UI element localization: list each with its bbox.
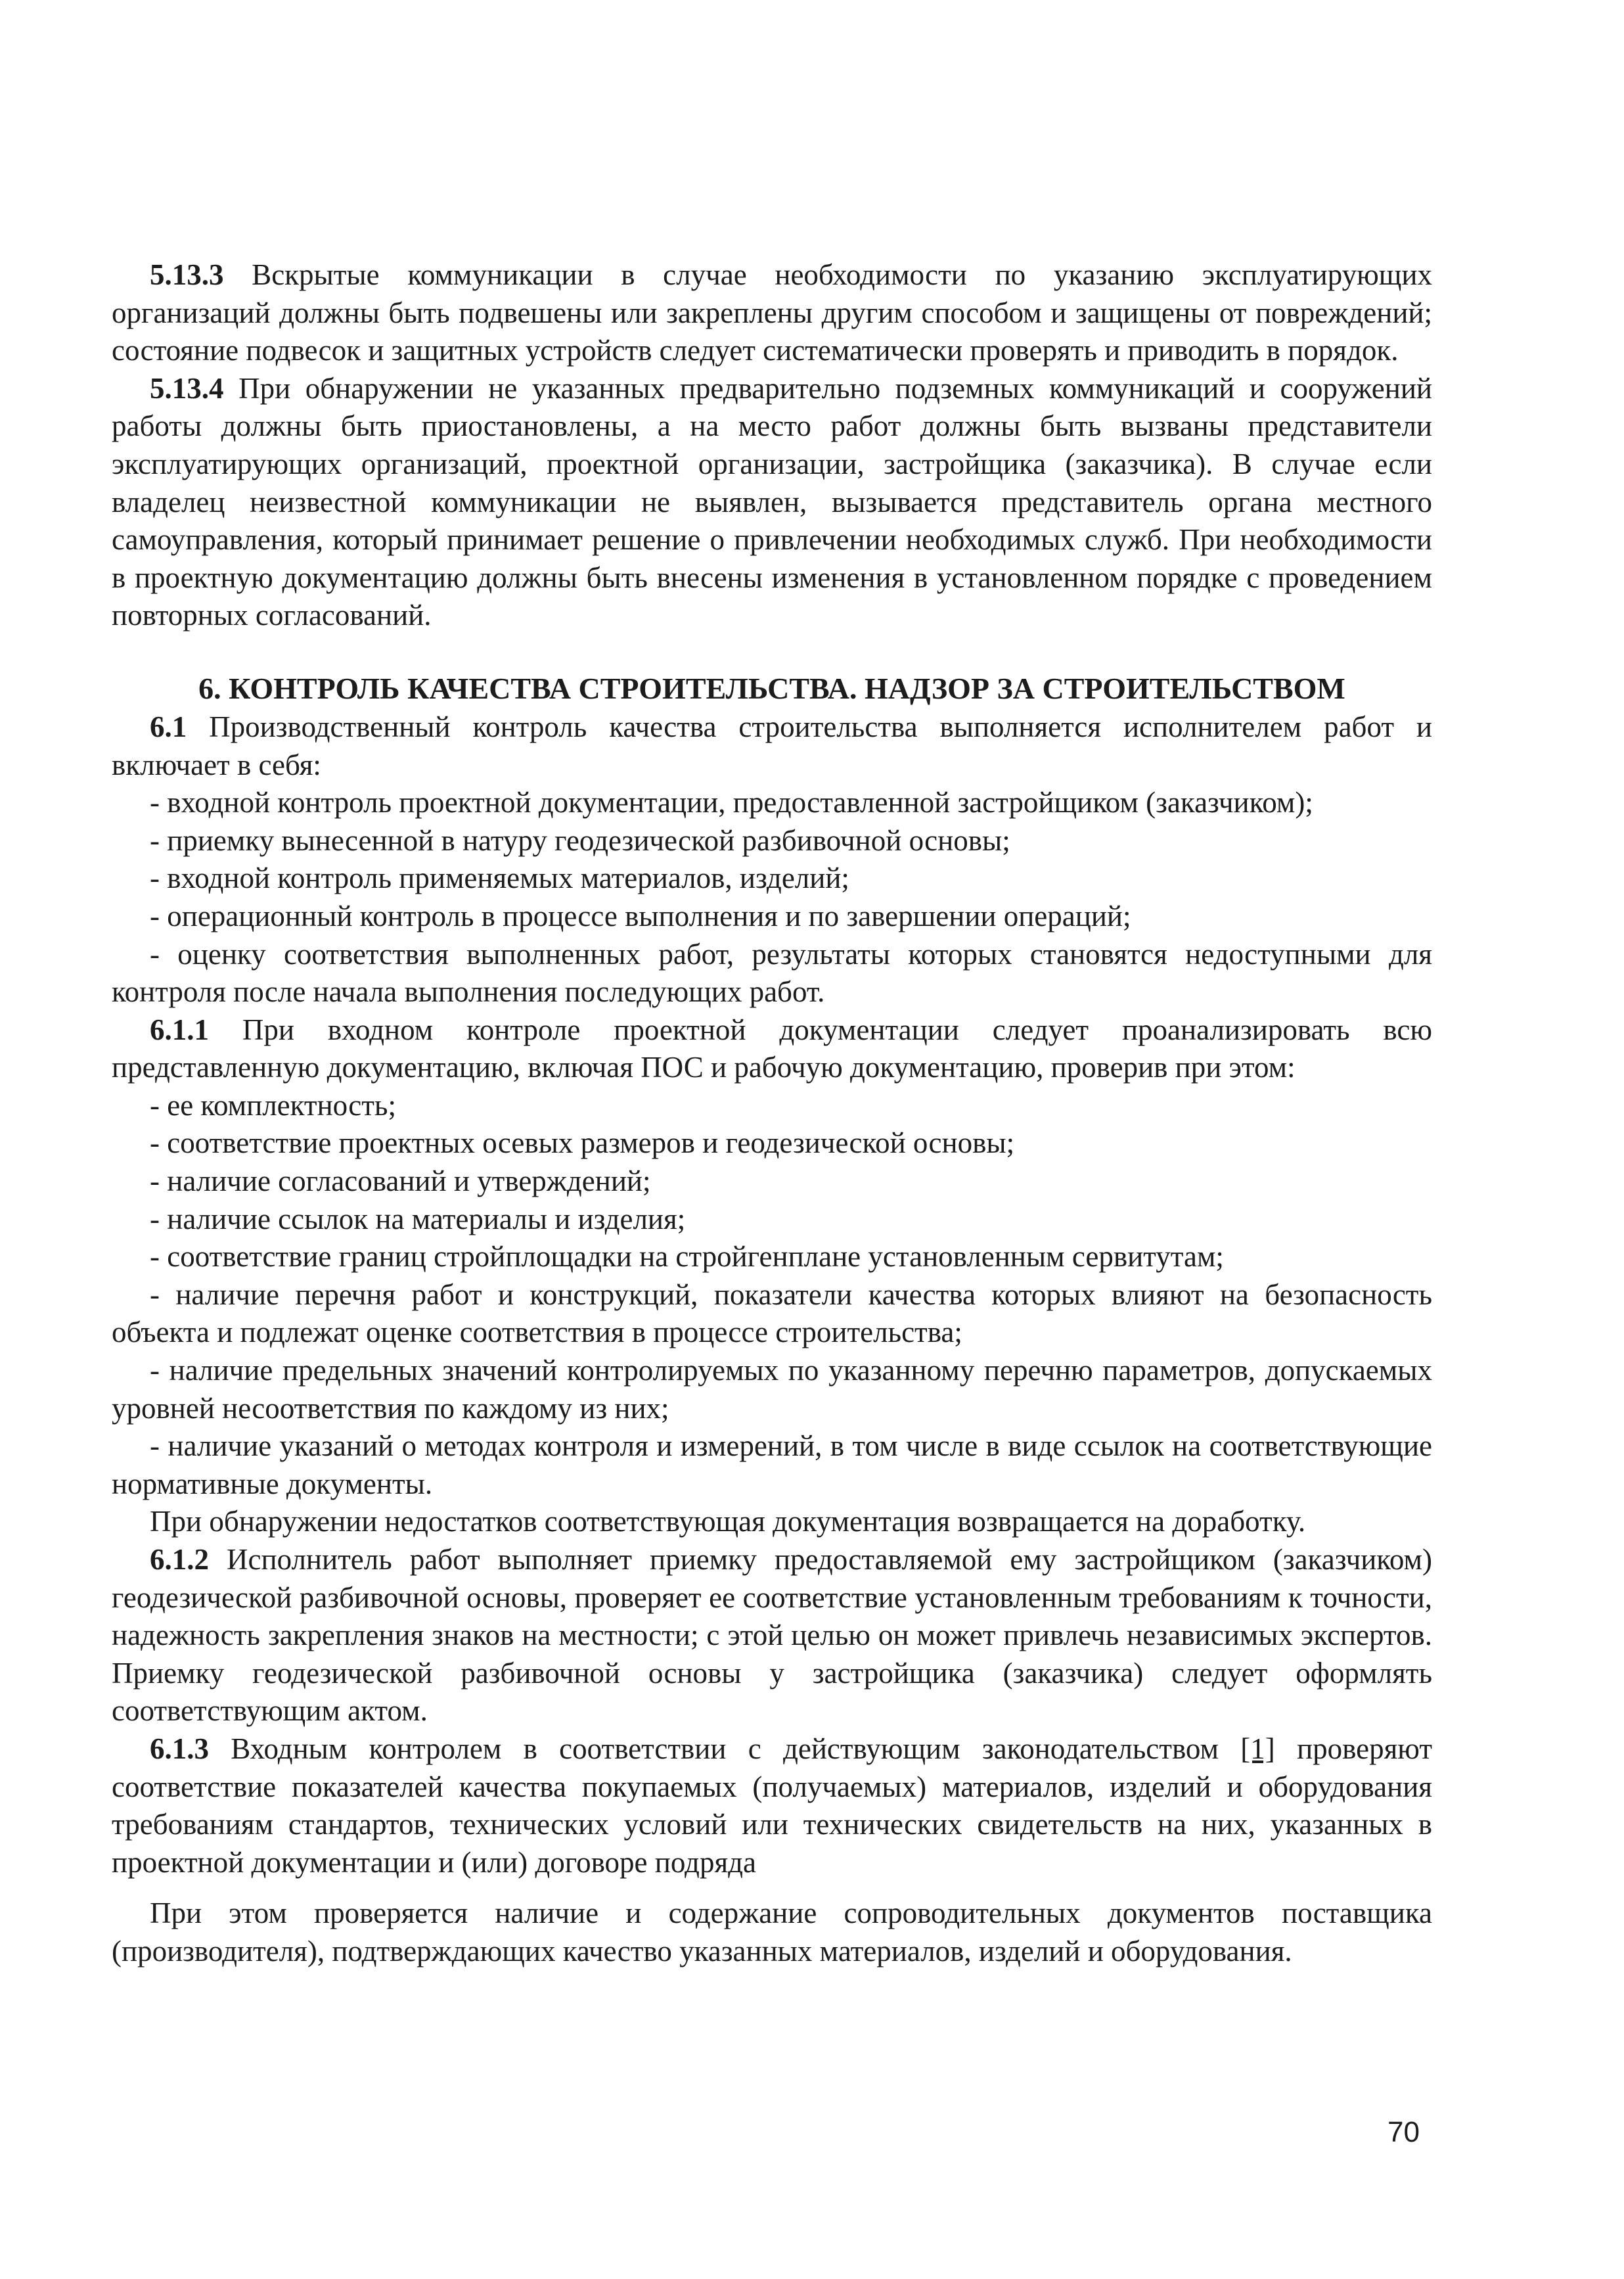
list-item: - входной контроль применяемых материалов, изделий; [150,862,849,895]
section-heading: 6. КОНТРОЛЬ КАЧЕСТВА СТРОИТЕЛЬСТВА. НАДЗОР ЗА СТРОИТЕЛЬСТВОМ [198,671,1345,705]
list-item: - наличие ссылок на материалы и изделия; [150,1202,686,1235]
page-number: 70 [1387,2116,1420,2148]
clause-number: 6.1 [150,710,187,743]
clause-text: При обнаружении не указанных предварительно подземных коммуникаций и сооружений работы должны быть приостановлены, а на место работ должны быть вызваны представители эксплуатирующих организаций, проектной организации, застройщика (заказчика). В случае если владелец неизвестной коммуникации не выявлен, вызывается представитель органа местного самоуправления, который принимает решение о привлечении необходимых служб. При необходимости в проектную документацию должны быть внесены изменения в установленном порядке с проведением повторных согласований. [112,371,1432,632]
paragraph-6-1-2 [112,1541,1432,1730]
list-item: - ее комплектность; [150,1088,396,1122]
paragraph-6-1-1 [112,1011,1432,1087]
list-item: - приемку вынесенной в натуру геодезической разбивочной основы; [150,823,1010,857]
list-item: - операционный контроль в процессе выполнения и по завершении операций; [150,899,1131,932]
list-item: - наличие перечня работ и конструкций, показатели качества которых влияют на безопасность объекта и подлежат оценке соответствия в процессе строительства; [112,1278,1432,1349]
clause-number: 6.1.1 [150,1013,209,1046]
clause-text: Входным контролем в соответствии с действующим законодательством [209,1732,1241,1765]
list-item: - наличие указаний о методах контроля и измерений, в том числе в виде ссылок на соответствующие нормативные документы. [112,1429,1432,1500]
list-item: - наличие предельных значений контролируемых по указанному перечню параметров, допускаемых уровней несоответствия по каждому из них; [112,1354,1432,1425]
clause-text: Вскрытые коммуникации в случае необходимости по указанию эксплуатирующих организаций должны быть подвешены или закреплены другим способом и защищены от повреждений; состояние подвесок и защитных устройств следует систематически проверять и приводить в порядок. [112,258,1432,367]
list-item: - соответствие границ стройплощадки на стройгенплане установленным сервитутам; [150,1240,1224,1274]
paragraph-6-1 [112,708,1432,784]
clause-text: проверяют соответствие показателей качества покупаемых (получаемых) материалов, изделий и оборудования требованиям стандартов, технических условий или технических свидетельств на них, указанных в проектной документации и (или) договоре подряда [112,1732,1432,1879]
clause-number: 5.13.3 [150,258,224,291]
page-content [112,256,1432,1971]
clause-number: 6.1.3 [150,1732,209,1765]
list-item: - соответствие проектных осевых размеров и геодезической основы; [150,1126,1015,1160]
clause-number: 5.13.4 [150,371,224,405]
clause-text: Производственный контроль качества строительства выполняется исполнителем работ и включает в себя: [112,710,1432,781]
paragraph-5-13-4 [112,370,1432,635]
clause-text: При входном контроле проектной документации следует проанализировать всю представленную документацию, включая ПОС и рабочую документацию, проверив при этом: [112,1013,1432,1084]
reference-link[interactable]: [1] [1240,1732,1275,1765]
paragraph-defects: При обнаружении недостатков соответствующая документация возвращается на доработку. [150,1505,1306,1538]
clause-text: Исполнитель работ выполняет приемку предоставляемой ему застройщиком (заказчиком) геодезической разбивочной основы, проверяет ее соответствие установленным требованиям к точности, надежность закрепления знаков на местности; с этой целью он может привлечь независимых экспертов. Приемку геодезической разбивочной основы у застройщика (заказчика) следует оформлять соответствующим актом. [112,1543,1432,1728]
paragraph-5-13-3 [112,256,1432,370]
paragraph-supplier: При этом проверяется наличие и содержание сопроводительных документов поставщика (производителя), подтверждающих качество указанных материалов, изделий и оборудования. [112,1897,1432,1968]
clause-number: 6.1.2 [150,1543,209,1576]
list-item: - входной контроль проектной документации, предоставленной застройщиком (заказчиком); [150,786,1313,819]
list-item: - наличие согласований и утверждений; [150,1164,651,1198]
list-item: - оценку соответствия выполненных работ, результаты которых становятся недоступными для контроля после начала выполнения последующих работ. [112,937,1432,1009]
paragraph-6-1-3 [112,1730,1432,1881]
